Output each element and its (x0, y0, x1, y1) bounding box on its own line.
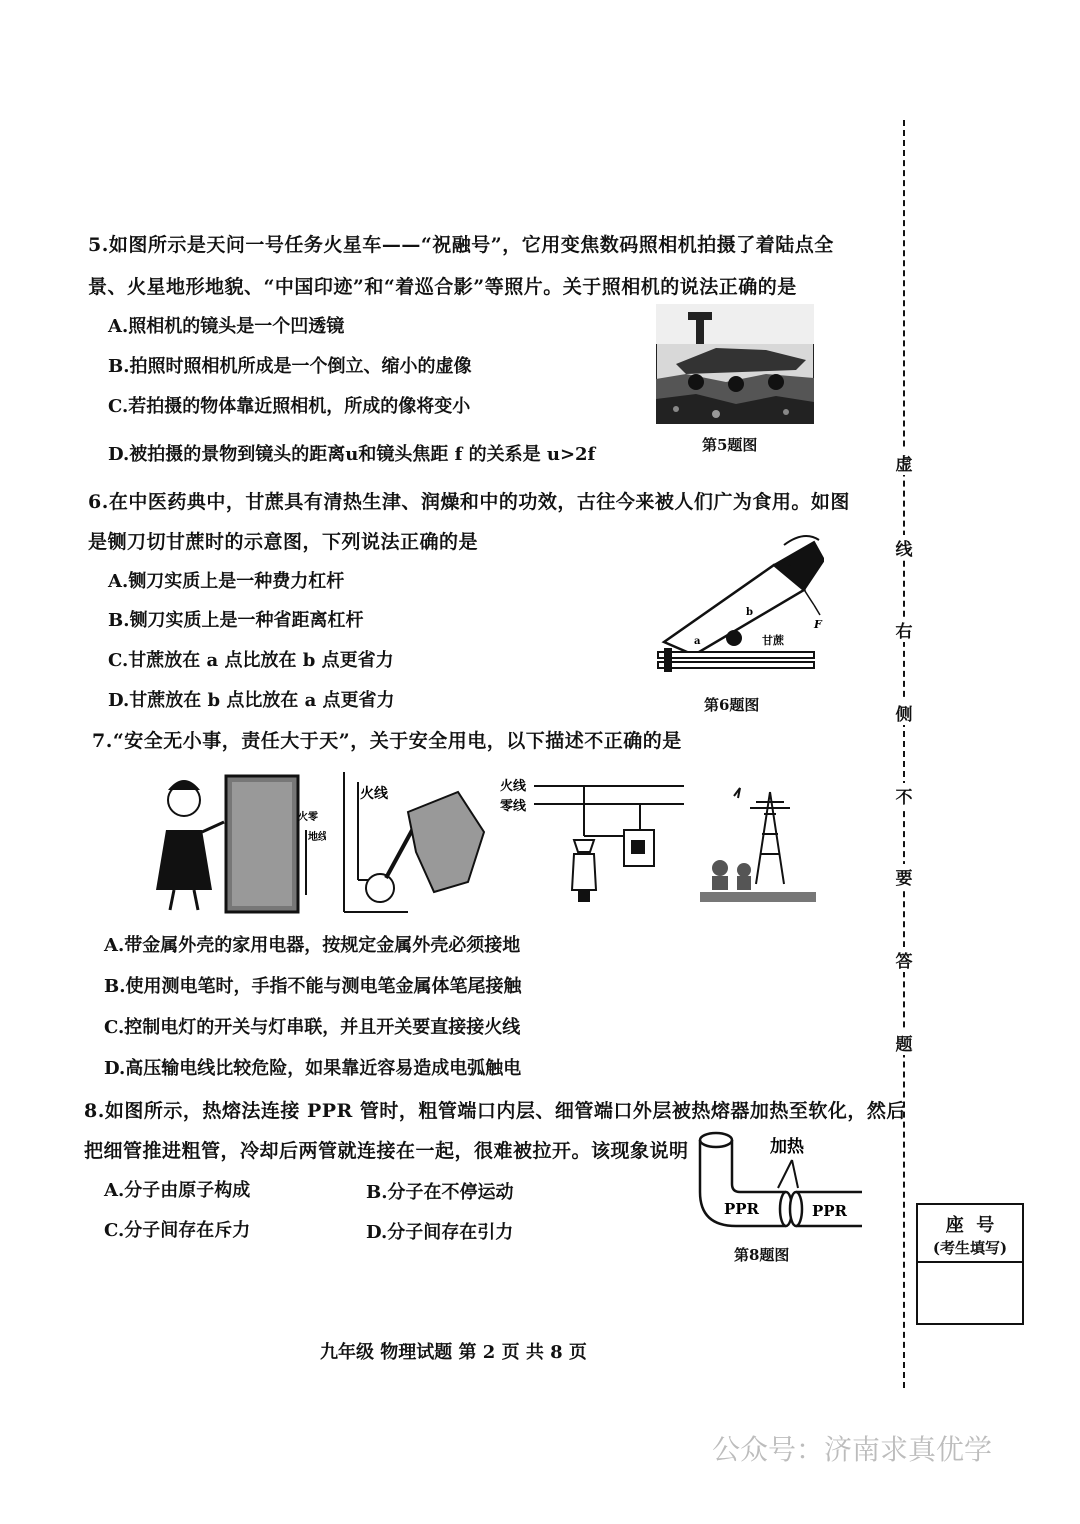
q7-label-live-2: 火线 (500, 779, 527, 794)
q6-line1: 6.在中医药典中，甘蔗具有清热生津、润燥和中的功效，古往今来被人们广为食用。如图 (88, 491, 850, 513)
page-footer: 九年级 物理试题 第 2 页 共 8 页 (320, 1342, 587, 1363)
side-char-3: 右 (894, 617, 914, 642)
q8-caption: 第8题图 (734, 1246, 790, 1264)
q6-label-sugarcane: 甘蔗 (762, 634, 784, 647)
side-char-5: 不 (894, 783, 914, 808)
q8-option-b: B.分子在不停运动 (366, 1182, 514, 1203)
q7-option-a: A.带金属外壳的家用电器，按规定金属外壳必须接地 (104, 935, 521, 956)
q7-label-live: 火线 (360, 786, 388, 802)
side-char-2: 线 (894, 535, 914, 560)
q6-caption: 第6题图 (704, 696, 760, 714)
q5-option-a: A.照相机的镜头是一个凹透镜 (108, 316, 345, 337)
q5-caption: 第5题图 (702, 436, 758, 454)
seat-number-title: 座 号 (945, 1215, 995, 1236)
q7-figure-appliance-ground (146, 770, 326, 920)
q5-option-c: C.若拍摄的物体靠近照相机，所成的像将变小 (108, 396, 471, 417)
q7-option-c: C.控制电灯的开关与灯串联，并且开关要直接接火线 (104, 1017, 521, 1038)
q7-label-neutral: 零线 (500, 799, 527, 814)
q8-label-ppr-right: PPR (812, 1202, 848, 1220)
q7-figure-lamp-switch (498, 770, 688, 910)
q7-figure-high-voltage (700, 784, 816, 904)
q8-option-d: D.分子间存在引力 (366, 1222, 514, 1243)
seat-number-input-area[interactable] (918, 1263, 1022, 1323)
cut-line (903, 120, 905, 1388)
q5-figure-mars-rover (656, 304, 814, 424)
q8-label-ppr-left: PPR (724, 1200, 760, 1218)
q8-line2: 把细管推进粗管，冷却后两管就连接在一起，很难被拉开。该现象说明 (84, 1140, 689, 1162)
q5-line2: 景、火星地形地貌、“中国印迹”和“着巡合影”等照片。关于照相机的说法正确的是 (88, 276, 797, 298)
q5-line1: 5.如图所示是天问一号任务火星车——“祝融号”，它用变焦数码照相机拍摄了着陆点全 (88, 234, 834, 256)
side-char-6: 要 (894, 864, 914, 889)
q7-option-b: B.使用测电笔时，手指不能与测电笔金属体笔尾接触 (104, 976, 522, 997)
q8-option-c: C.分子间存在斥力 (104, 1220, 251, 1241)
q7-figure-test-pen (338, 772, 486, 918)
seat-number-subtitle: (考生填写) (932, 1239, 1008, 1257)
q6-option-c: C.甘蔗放在 a 点比放在 b 点更省力 (108, 650, 394, 671)
q6-label-a: a (694, 636, 701, 647)
side-char-8: 题 (894, 1030, 914, 1055)
side-char-7: 答 (894, 947, 914, 972)
q8-label-heat: 加热 (770, 1137, 804, 1157)
q6-option-d: D.甘蔗放在 b 点比放在 a 点更省力 (108, 690, 395, 711)
q6-figure-hay-cutter (654, 520, 824, 688)
q7-label-wire: 地线 (308, 832, 326, 843)
q5-option-b: B.拍照时照相机所成是一个倒立、缩小的虚像 (108, 356, 472, 377)
q5-option-d: D.被拍摄的景物到镜头的距离u和镜头焦距 f 的关系是 u>2f (108, 444, 596, 465)
q8-line1: 8.如图所示，热熔法连接 PPR 管时，粗管端口内层、细管端口外层被热熔器加热至软化，然后 (84, 1100, 906, 1122)
q6-option-b: B.铡刀实质上是一种省距离杠杆 (108, 610, 364, 631)
watermark: 公众号：济南求真优学 (712, 1433, 993, 1466)
q8-figure-ppr-pipe (696, 1122, 862, 1242)
q6-label-b: b (746, 607, 753, 618)
q6-line2: 是铡刀切甘蔗时的示意图，下列说法正确的是 (88, 531, 479, 553)
side-char-4: 侧 (894, 700, 914, 725)
q8-option-a: A.分子由原子构成 (104, 1180, 251, 1201)
q6-option-a: A.铡刀实质上是一种费力杠杆 (108, 571, 345, 592)
q6-label-f: F (814, 618, 822, 631)
q7-line1: 7.“安全无小事，责任大于天”，关于安全用电，以下描述不正确的是 (92, 730, 682, 752)
seat-number-header (918, 1205, 1022, 1263)
q7-label-live-neutral: 火零 (298, 812, 318, 823)
q7-option-d: D.高压输电线比较危险，如果靠近容易造成电弧触电 (104, 1058, 522, 1079)
seat-number-box (916, 1203, 1024, 1325)
side-char-1: 虚 (894, 450, 914, 475)
